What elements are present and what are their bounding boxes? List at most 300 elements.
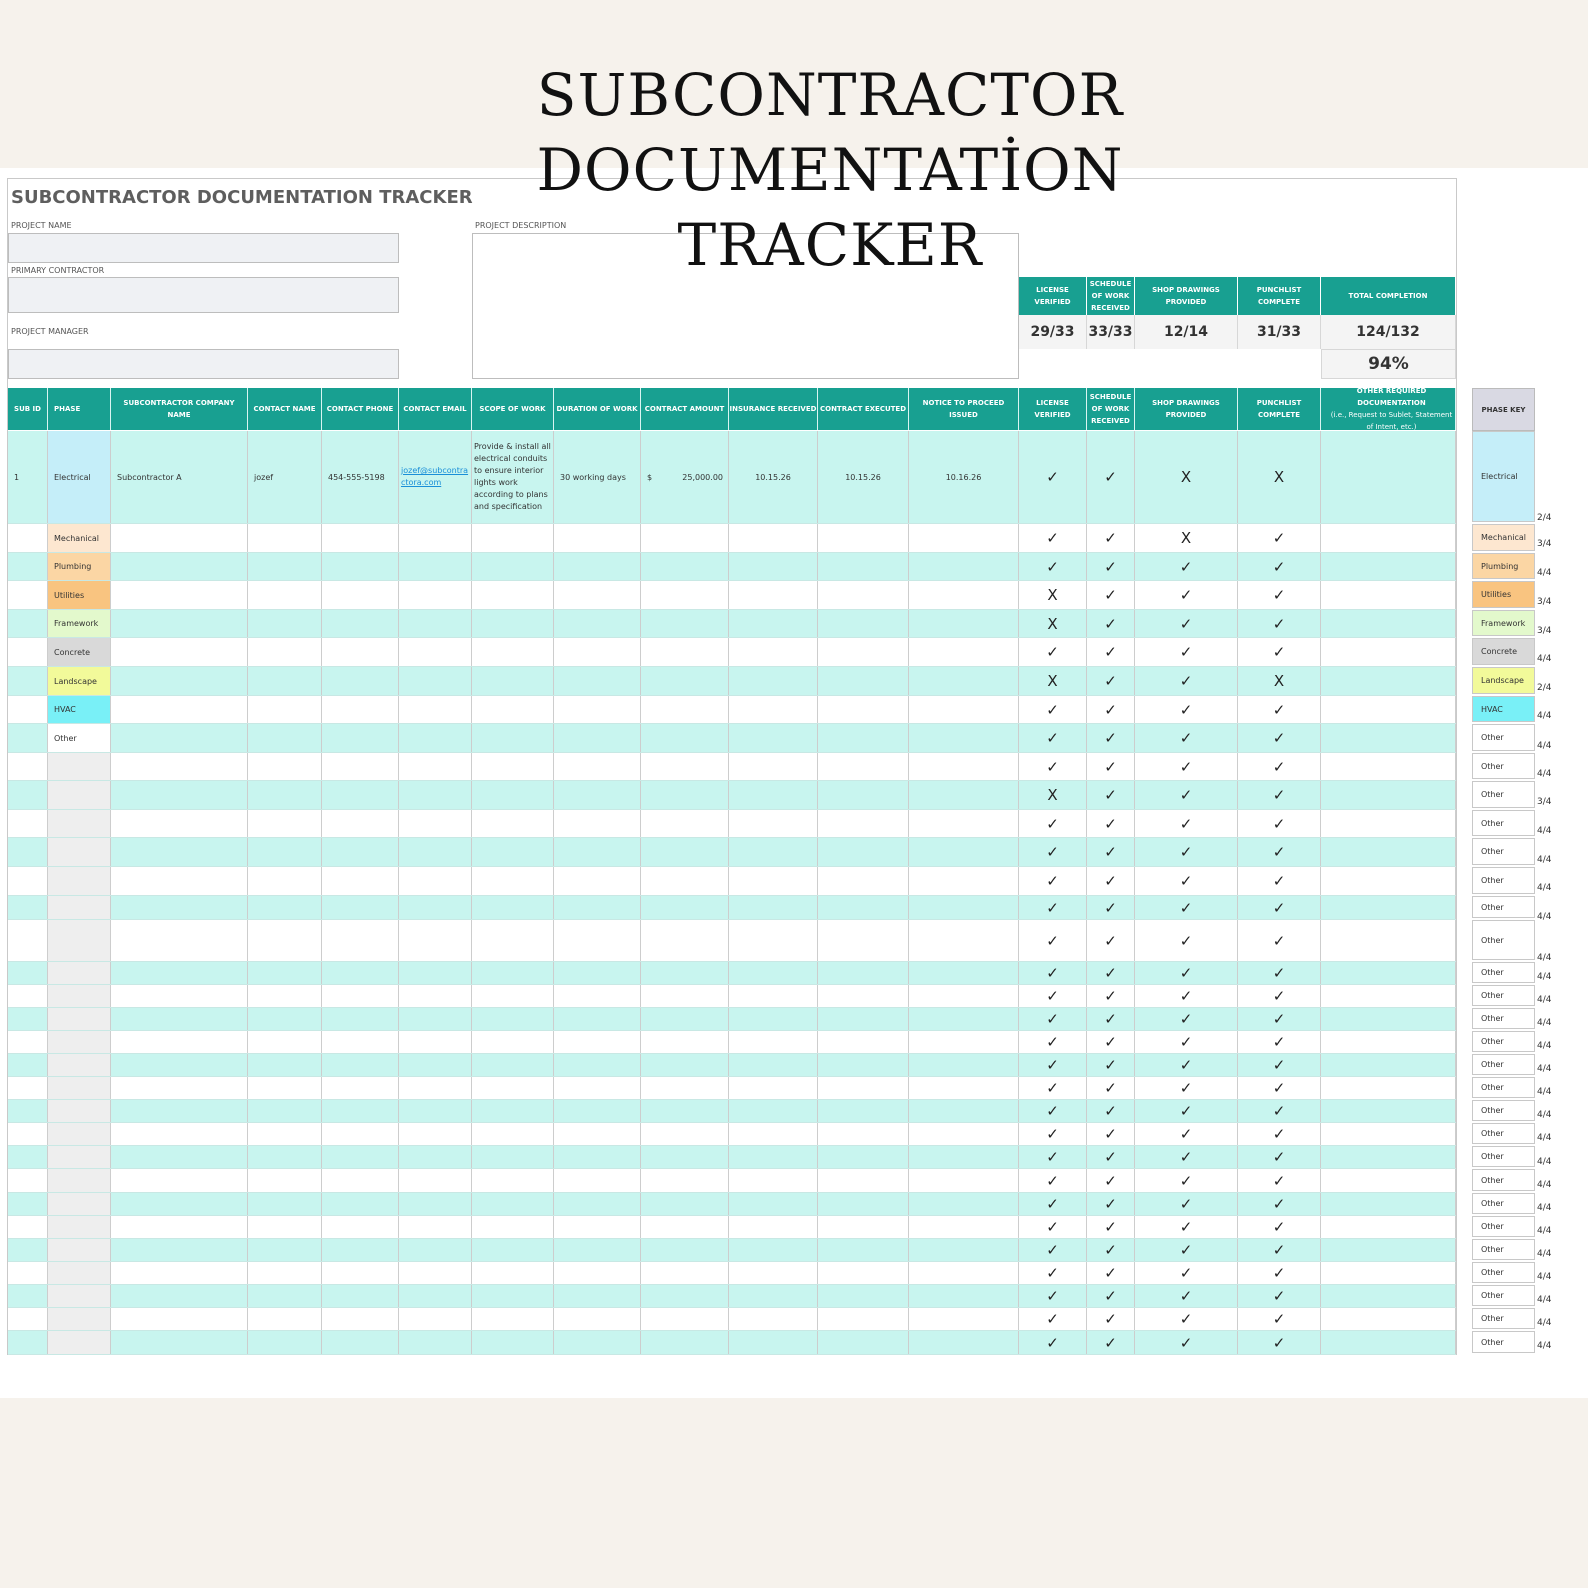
cell-scope-of-work[interactable] [472,810,554,837]
cell-phase[interactable] [48,1054,111,1076]
cell-contact-phone[interactable] [322,696,399,723]
cell-punchlist-complete[interactable] [1238,1100,1321,1122]
cell-contact-name[interactable] [248,1031,322,1053]
cell-scope-of-work[interactable] [472,1054,554,1076]
cell-other-required-documentation[interactable] [1321,553,1456,580]
cell-sub-id[interactable] [8,696,48,723]
cell-contact-email[interactable] [399,920,472,961]
cell-duration-of-work[interactable] [554,1123,641,1145]
cell-sub-id[interactable] [8,553,48,580]
cell-schedule-of-work-received[interactable] [1087,1146,1135,1168]
cell-duration-of-work[interactable] [554,1008,641,1030]
cell-scope-of-work[interactable] [472,838,554,866]
cell-notice-to-proceed-issued[interactable] [909,962,1019,984]
cell-contract-amount[interactable] [641,724,729,752]
cell-license-verified[interactable] [1019,810,1087,837]
cell-contract-amount[interactable] [641,867,729,895]
cell-shop-drawings-provided[interactable] [1135,896,1238,919]
cell-shop-drawings-provided[interactable] [1135,1054,1238,1076]
cell-shop-drawings-provided[interactable] [1135,1146,1238,1168]
col-header-contract-executed[interactable]: CONTRACT EXECUTED [818,388,909,430]
cell-punchlist-complete[interactable] [1238,638,1321,666]
cell-duration-of-work[interactable] [554,431,641,523]
col-header-duration[interactable]: DURATION OF WORK [554,388,641,430]
cell-phase[interactable] [48,1146,111,1168]
col-header-shop-drawings[interactable]: SHOP DRAWINGS PROVIDED [1135,388,1238,430]
cell-notice-to-proceed-issued[interactable] [909,1100,1019,1122]
cell-shop-drawings-provided[interactable] [1135,1216,1238,1238]
cell-contact-name[interactable] [248,696,322,723]
cell-phase[interactable] [48,1123,111,1145]
cell-contact-phone[interactable] [322,1331,399,1354]
cell-sub-id[interactable] [8,1193,48,1215]
cell-phase[interactable] [48,1193,111,1215]
cell-subcontractor-company-name[interactable] [111,524,248,552]
cell-contact-name[interactable] [248,1193,322,1215]
cell-schedule-of-work-received[interactable] [1087,1216,1135,1238]
cell-schedule-of-work-received[interactable] [1087,1008,1135,1030]
cell-punchlist-complete[interactable] [1238,696,1321,723]
cell-punchlist-complete[interactable] [1238,1331,1321,1354]
cell-sub-id[interactable] [8,962,48,984]
cell-shop-drawings-provided[interactable] [1135,610,1238,637]
cell-notice-to-proceed-issued[interactable] [909,810,1019,837]
cell-contact-name[interactable] [248,810,322,837]
cell-contract-executed[interactable] [818,1239,909,1261]
cell-contact-name[interactable] [248,610,322,637]
cell-contact-name[interactable] [248,1146,322,1168]
cell-phase[interactable] [48,638,111,666]
cell-schedule-of-work-received[interactable] [1087,1100,1135,1122]
cell-notice-to-proceed-issued[interactable] [909,920,1019,961]
cell-punchlist-complete[interactable] [1238,920,1321,961]
cell-subcontractor-company-name[interactable] [111,810,248,837]
cell-contact-name[interactable] [248,1262,322,1284]
cell-contact-name[interactable] [248,1285,322,1307]
cell-contact-name[interactable] [248,724,322,752]
cell-other-required-documentation[interactable] [1321,1054,1456,1076]
cell-schedule-of-work-received[interactable] [1087,724,1135,752]
cell-insurance-received[interactable] [729,1077,818,1099]
col-header-schedule[interactable]: SCHEDULE OF WORK RECEIVED [1087,388,1135,430]
cell-insurance-received[interactable] [729,667,818,695]
cell-notice-to-proceed-issued[interactable] [909,753,1019,780]
cell-subcontractor-company-name[interactable] [111,838,248,866]
cell-other-required-documentation[interactable] [1321,753,1456,780]
cell-duration-of-work[interactable] [554,553,641,580]
cell-contract-executed[interactable] [818,724,909,752]
cell-contract-amount[interactable] [641,1308,729,1330]
cell-license-verified[interactable] [1019,1031,1087,1053]
cell-sub-id[interactable] [8,1123,48,1145]
cell-contact-name[interactable] [248,962,322,984]
cell-shop-drawings-provided[interactable] [1135,838,1238,866]
cell-duration-of-work[interactable] [554,1193,641,1215]
cell-insurance-received[interactable] [729,1216,818,1238]
cell-contact-phone[interactable] [322,581,399,609]
cell-contact-name[interactable] [248,920,322,961]
cell-shop-drawings-provided[interactable] [1135,1169,1238,1192]
cell-punchlist-complete[interactable] [1238,1077,1321,1099]
cell-other-required-documentation[interactable] [1321,1146,1456,1168]
cell-contract-amount[interactable] [641,781,729,809]
cell-sub-id[interactable] [8,1308,48,1330]
cell-sub-id[interactable] [8,1216,48,1238]
cell-contact-email[interactable] [399,867,472,895]
cell-duration-of-work[interactable] [554,667,641,695]
cell-subcontractor-company-name[interactable] [111,1216,248,1238]
cell-phase[interactable] [48,1077,111,1099]
cell-contact-email[interactable] [399,1331,472,1354]
cell-schedule-of-work-received[interactable] [1087,1077,1135,1099]
cell-contact-email[interactable] [399,696,472,723]
cell-phase[interactable] [48,1331,111,1354]
cell-contact-email[interactable] [399,638,472,666]
cell-sub-id[interactable] [8,1008,48,1030]
cell-contact-phone[interactable] [322,838,399,866]
cell-scope-of-work[interactable] [472,1216,554,1238]
cell-shop-drawings-provided[interactable] [1135,1123,1238,1145]
cell-contact-name[interactable] [248,1123,322,1145]
col-header-company[interactable]: SUBCONTRACTOR COMPANY NAME [111,388,248,430]
cell-contact-name[interactable] [248,1100,322,1122]
cell-duration-of-work[interactable] [554,896,641,919]
cell-contract-amount[interactable] [641,553,729,580]
cell-notice-to-proceed-issued[interactable] [909,1054,1019,1076]
cell-other-required-documentation[interactable] [1321,838,1456,866]
cell-insurance-received[interactable] [729,1285,818,1307]
cell-subcontractor-company-name[interactable] [111,553,248,580]
cell-contract-amount[interactable] [641,1239,729,1261]
cell-shop-drawings-provided[interactable] [1135,985,1238,1007]
cell-sub-id[interactable] [8,667,48,695]
cell-contact-email[interactable] [399,431,472,523]
cell-other-required-documentation[interactable] [1321,1262,1456,1284]
cell-scope-of-work[interactable] [472,1100,554,1122]
cell-license-verified[interactable] [1019,1008,1087,1030]
cell-notice-to-proceed-issued[interactable] [909,431,1019,523]
cell-contract-amount[interactable] [641,1331,729,1354]
cell-shop-drawings-provided[interactable] [1135,553,1238,580]
cell-punchlist-complete[interactable] [1238,1054,1321,1076]
cell-sub-id[interactable] [8,581,48,609]
cell-other-required-documentation[interactable] [1321,1008,1456,1030]
cell-scope-of-work[interactable] [472,431,554,523]
cell-contract-executed[interactable] [818,753,909,780]
cell-contact-name[interactable] [248,431,322,523]
cell-shop-drawings-provided[interactable] [1135,638,1238,666]
cell-sub-id[interactable] [8,638,48,666]
cell-contract-amount[interactable] [641,1008,729,1030]
cell-contact-email[interactable] [399,524,472,552]
cell-other-required-documentation[interactable] [1321,962,1456,984]
cell-contact-name[interactable] [248,1077,322,1099]
cell-other-required-documentation[interactable] [1321,1308,1456,1330]
cell-subcontractor-company-name[interactable] [111,1285,248,1307]
cell-scope-of-work[interactable] [472,667,554,695]
cell-contact-name[interactable] [248,1054,322,1076]
cell-notice-to-proceed-issued[interactable] [909,638,1019,666]
cell-license-verified[interactable] [1019,638,1087,666]
col-header-sub-id[interactable]: SUB ID [8,388,48,430]
cell-other-required-documentation[interactable] [1321,920,1456,961]
cell-subcontractor-company-name[interactable] [111,1146,248,1168]
cell-punchlist-complete[interactable] [1238,524,1321,552]
cell-phase[interactable] [48,1008,111,1030]
cell-insurance-received[interactable] [729,962,818,984]
cell-phase[interactable] [48,1308,111,1330]
cell-phase[interactable] [48,1100,111,1122]
cell-phase[interactable] [48,781,111,809]
cell-shop-drawings-provided[interactable] [1135,867,1238,895]
cell-other-required-documentation[interactable] [1321,1239,1456,1261]
cell-subcontractor-company-name[interactable] [111,753,248,780]
cell-subcontractor-company-name[interactable] [111,1054,248,1076]
cell-sub-id[interactable] [8,1239,48,1261]
cell-contact-name[interactable] [248,1008,322,1030]
cell-sub-id[interactable] [8,1031,48,1053]
cell-sub-id[interactable] [8,1331,48,1354]
cell-insurance-received[interactable] [729,1054,818,1076]
cell-contract-executed[interactable] [818,962,909,984]
col-header-other-docs[interactable] [1321,388,1456,430]
cell-scope-of-work[interactable] [472,1077,554,1099]
cell-phase[interactable] [48,985,111,1007]
col-header-contact-name[interactable]: CONTACT NAME [248,388,322,430]
cell-duration-of-work[interactable] [554,810,641,837]
cell-shop-drawings-provided[interactable] [1135,1193,1238,1215]
cell-license-verified[interactable] [1019,1123,1087,1145]
cell-contact-name[interactable] [248,553,322,580]
cell-sub-id[interactable] [8,724,48,752]
cell-insurance-received[interactable] [729,1100,818,1122]
cell-duration-of-work[interactable] [554,781,641,809]
cell-schedule-of-work-received[interactable] [1087,1054,1135,1076]
cell-contact-name[interactable] [248,896,322,919]
cell-shop-drawings-provided[interactable] [1135,724,1238,752]
cell-license-verified[interactable] [1019,553,1087,580]
cell-sub-id[interactable] [8,896,48,919]
cell-schedule-of-work-received[interactable] [1087,524,1135,552]
cell-other-required-documentation[interactable] [1321,431,1456,523]
cell-contact-name[interactable] [248,581,322,609]
cell-other-required-documentation[interactable] [1321,1216,1456,1238]
cell-phase[interactable] [48,867,111,895]
cell-contract-amount[interactable] [641,1031,729,1053]
cell-shop-drawings-provided[interactable] [1135,1031,1238,1053]
cell-contact-phone[interactable] [322,962,399,984]
cell-scope-of-work[interactable] [472,638,554,666]
cell-contact-name[interactable] [248,1331,322,1354]
cell-insurance-received[interactable] [729,1008,818,1030]
cell-contact-email[interactable] [399,1146,472,1168]
cell-contact-email[interactable] [399,1054,472,1076]
cell-scope-of-work[interactable] [472,985,554,1007]
cell-sub-id[interactable] [8,1100,48,1122]
cell-contact-name[interactable] [248,1169,322,1192]
cell-subcontractor-company-name[interactable] [111,962,248,984]
cell-notice-to-proceed-issued[interactable] [909,781,1019,809]
cell-notice-to-proceed-issued[interactable] [909,1193,1019,1215]
cell-subcontractor-company-name[interactable] [111,985,248,1007]
cell-contact-name[interactable] [248,1308,322,1330]
cell-scope-of-work[interactable] [472,524,554,552]
cell-sub-id[interactable] [8,431,48,523]
cell-duration-of-work[interactable] [554,524,641,552]
cell-other-required-documentation[interactable] [1321,985,1456,1007]
cell-schedule-of-work-received[interactable] [1087,962,1135,984]
cell-contact-email[interactable] [399,781,472,809]
cell-subcontractor-company-name[interactable] [111,896,248,919]
cell-phase[interactable] [48,696,111,723]
cell-license-verified[interactable] [1019,1054,1087,1076]
cell-punchlist-complete[interactable] [1238,867,1321,895]
cell-notice-to-proceed-issued[interactable] [909,1285,1019,1307]
cell-contract-executed[interactable] [818,1008,909,1030]
cell-other-required-documentation[interactable] [1321,1285,1456,1307]
cell-license-verified[interactable] [1019,781,1087,809]
cell-punchlist-complete[interactable] [1238,1193,1321,1215]
col-header-insurance[interactable]: INSURANCE RECEIVED [729,388,818,430]
cell-schedule-of-work-received[interactable] [1087,1262,1135,1284]
cell-contract-amount[interactable] [641,1077,729,1099]
cell-contract-executed[interactable] [818,896,909,919]
cell-contract-executed[interactable] [818,581,909,609]
cell-duration-of-work[interactable] [554,724,641,752]
cell-phase[interactable] [48,1169,111,1192]
cell-license-verified[interactable] [1019,867,1087,895]
cell-schedule-of-work-received[interactable] [1087,638,1135,666]
cell-subcontractor-company-name[interactable] [111,867,248,895]
cell-notice-to-proceed-issued[interactable] [909,1169,1019,1192]
cell-contract-executed[interactable] [818,610,909,637]
cell-notice-to-proceed-issued[interactable] [909,696,1019,723]
cell-sub-id[interactable] [8,781,48,809]
col-header-amount[interactable]: CONTRACT AMOUNT [641,388,729,430]
cell-insurance-received[interactable] [729,431,818,523]
cell-insurance-received[interactable] [729,524,818,552]
cell-subcontractor-company-name[interactable] [111,638,248,666]
cell-license-verified[interactable] [1019,838,1087,866]
cell-scope-of-work[interactable] [472,724,554,752]
cell-license-verified[interactable] [1019,724,1087,752]
cell-schedule-of-work-received[interactable] [1087,1239,1135,1261]
cell-contact-email[interactable] [399,810,472,837]
cell-license-verified[interactable] [1019,1100,1087,1122]
cell-contract-amount[interactable] [641,920,729,961]
cell-duration-of-work[interactable] [554,1285,641,1307]
cell-license-verified[interactable] [1019,962,1087,984]
cell-shop-drawings-provided[interactable] [1135,431,1238,523]
cell-notice-to-proceed-issued[interactable] [909,724,1019,752]
cell-duration-of-work[interactable] [554,753,641,780]
cell-contract-executed[interactable] [818,1123,909,1145]
cell-subcontractor-company-name[interactable] [111,1262,248,1284]
cell-contract-amount[interactable] [641,610,729,637]
cell-other-required-documentation[interactable] [1321,1169,1456,1192]
cell-contact-email[interactable] [399,838,472,866]
cell-schedule-of-work-received[interactable] [1087,1331,1135,1354]
cell-contract-executed[interactable] [818,638,909,666]
cell-license-verified[interactable] [1019,1077,1087,1099]
cell-contract-executed[interactable] [818,985,909,1007]
cell-notice-to-proceed-issued[interactable] [909,1216,1019,1238]
cell-scope-of-work[interactable] [472,1008,554,1030]
cell-contract-amount[interactable] [641,1193,729,1215]
cell-contact-email[interactable] [399,1193,472,1215]
cell-shop-drawings-provided[interactable] [1135,753,1238,780]
cell-scope-of-work[interactable] [472,1308,554,1330]
cell-contract-executed[interactable] [818,867,909,895]
cell-contact-name[interactable] [248,753,322,780]
cell-subcontractor-company-name[interactable] [111,1193,248,1215]
cell-other-required-documentation[interactable] [1321,1100,1456,1122]
cell-scope-of-work[interactable] [472,867,554,895]
cell-contract-amount[interactable] [641,1285,729,1307]
cell-contact-name[interactable] [248,867,322,895]
cell-punchlist-complete[interactable] [1238,753,1321,780]
cell-punchlist-complete[interactable] [1238,1008,1321,1030]
cell-other-required-documentation[interactable] [1321,896,1456,919]
cell-insurance-received[interactable] [729,1123,818,1145]
cell-scope-of-work[interactable] [472,920,554,961]
cell-contact-name[interactable] [248,667,322,695]
cell-sub-id[interactable] [8,985,48,1007]
cell-punchlist-complete[interactable] [1238,1239,1321,1261]
cell-sub-id[interactable] [8,753,48,780]
cell-license-verified[interactable] [1019,1331,1087,1354]
project-name-field[interactable] [8,233,399,263]
cell-shop-drawings-provided[interactable] [1135,781,1238,809]
cell-other-required-documentation[interactable] [1321,638,1456,666]
cell-scope-of-work[interactable] [472,1285,554,1307]
cell-duration-of-work[interactable] [554,1216,641,1238]
cell-contact-phone[interactable] [322,1262,399,1284]
cell-punchlist-complete[interactable] [1238,667,1321,695]
cell-shop-drawings-provided[interactable] [1135,667,1238,695]
cell-contact-phone[interactable] [322,431,399,523]
cell-phase[interactable] [48,1216,111,1238]
cell-duration-of-work[interactable] [554,696,641,723]
cell-notice-to-proceed-issued[interactable] [909,1146,1019,1168]
cell-other-required-documentation[interactable] [1321,524,1456,552]
cell-schedule-of-work-received[interactable] [1087,610,1135,637]
cell-contract-amount[interactable] [641,696,729,723]
col-header-contact-email[interactable]: CONTACT EMAIL [399,388,472,430]
cell-contact-email[interactable] [399,1262,472,1284]
cell-notice-to-proceed-issued[interactable] [909,1239,1019,1261]
cell-duration-of-work[interactable] [554,1331,641,1354]
cell-contract-amount[interactable] [641,896,729,919]
cell-contact-phone[interactable] [322,553,399,580]
cell-contract-executed[interactable] [818,524,909,552]
cell-phase[interactable] [48,1285,111,1307]
cell-duration-of-work[interactable] [554,867,641,895]
cell-scope-of-work[interactable] [472,1239,554,1261]
cell-scope-of-work[interactable] [472,896,554,919]
cell-license-verified[interactable] [1019,1285,1087,1307]
cell-subcontractor-company-name[interactable] [111,667,248,695]
cell-contact-phone[interactable] [322,920,399,961]
cell-contract-executed[interactable] [818,553,909,580]
cell-contact-phone[interactable] [322,667,399,695]
cell-shop-drawings-provided[interactable] [1135,1331,1238,1354]
cell-schedule-of-work-received[interactable] [1087,810,1135,837]
cell-contract-amount[interactable] [641,962,729,984]
cell-schedule-of-work-received[interactable] [1087,1169,1135,1192]
cell-punchlist-complete[interactable] [1238,985,1321,1007]
cell-schedule-of-work-received[interactable] [1087,1123,1135,1145]
